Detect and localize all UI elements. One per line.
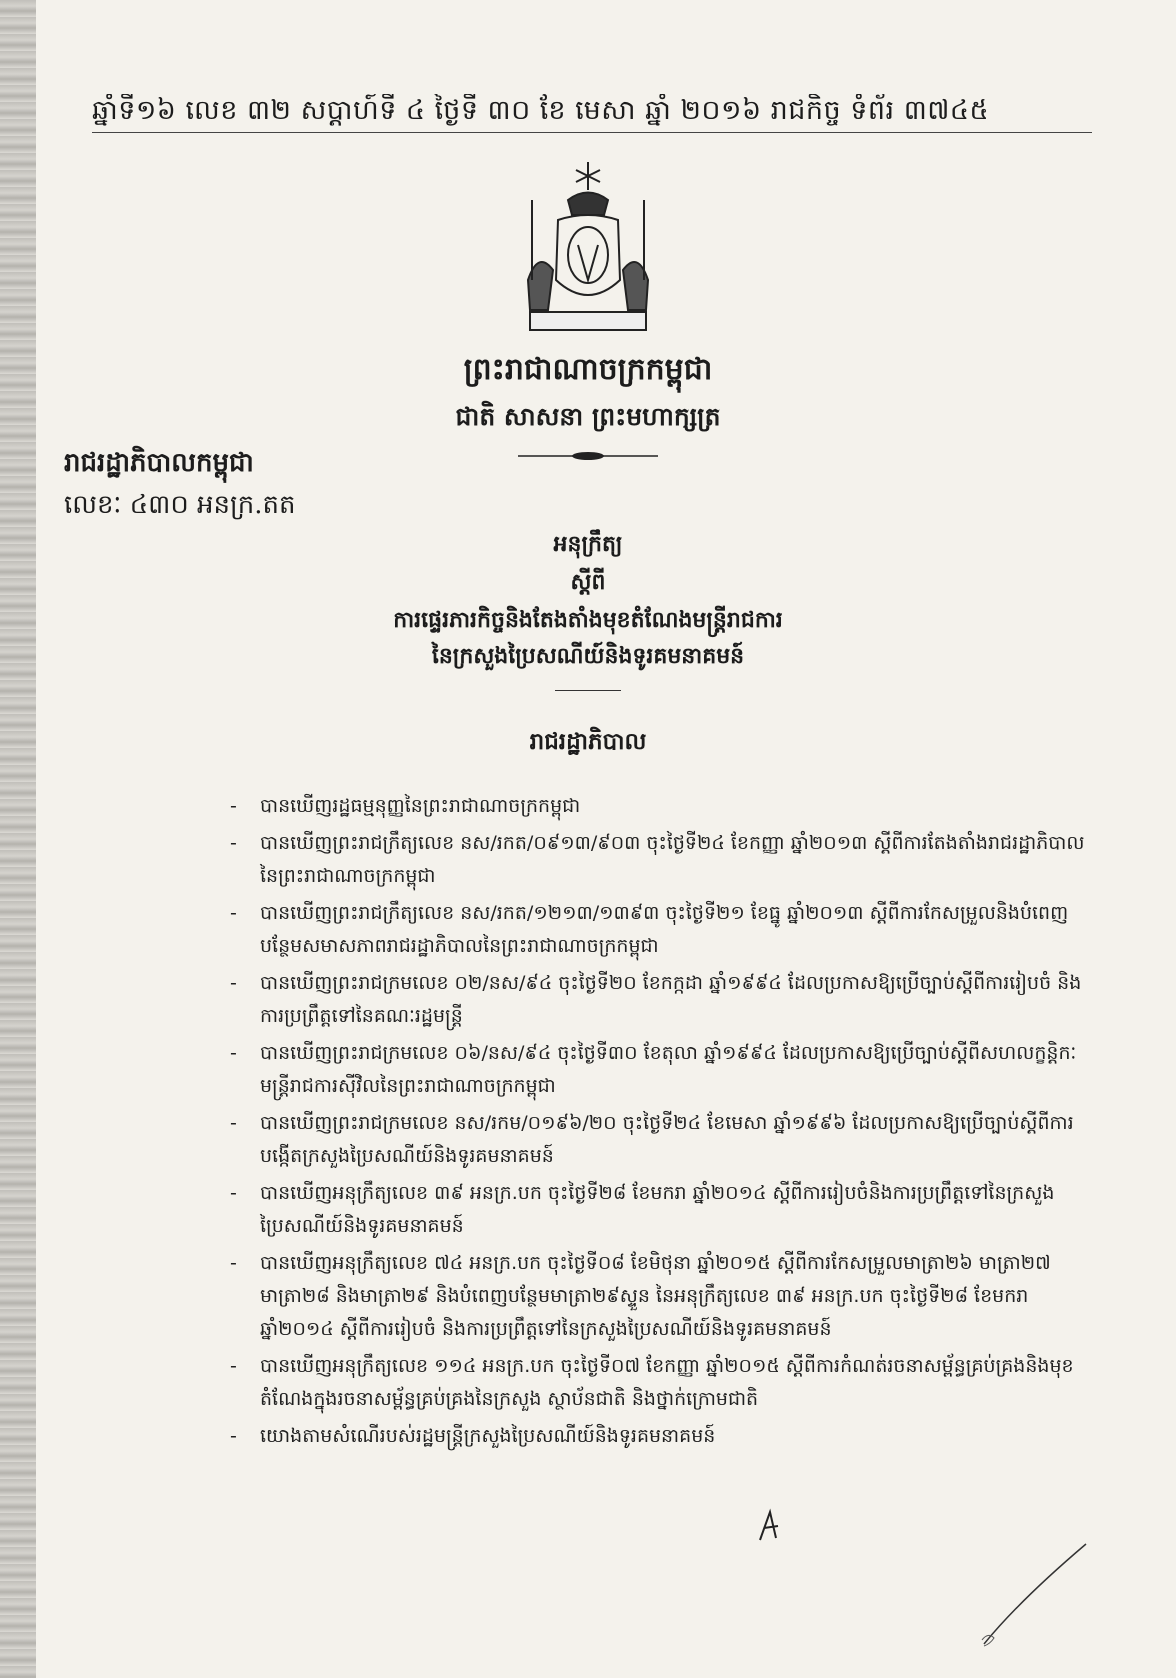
recital-item bbox=[230, 1350, 1100, 1416]
document-type: អនុក្រឹត្យ bbox=[553, 531, 623, 557]
recital-bullet: - bbox=[230, 1252, 237, 1274]
recital-item bbox=[230, 1037, 1100, 1103]
recital-item bbox=[230, 1177, 1100, 1243]
recital-bullet: - bbox=[230, 902, 237, 924]
signature-stroke-icon bbox=[980, 1540, 1090, 1650]
recital-bullet: - bbox=[230, 1112, 237, 1134]
gazette-header: ឆ្នាំទី១៦ លេខ ៣២ សប្តាហ៍ទី ៤ ថ្ងៃទី ៣០ ខែ មេសា ឆ្នាំ ២០១៦ រាជកិច្ច ទំព័រ ៣៧៤៥ bbox=[92, 95, 990, 126]
recital-item bbox=[230, 1107, 1100, 1173]
header-rule bbox=[92, 132, 1092, 133]
recital-bullet: - bbox=[230, 1355, 237, 1377]
recital-bullet: - bbox=[230, 1042, 237, 1064]
recital-text: បានឃើញអនុក្រឹត្យលេខ ៣៩ អនក្រ.បក ចុះថ្ងៃទី២៨ ខែមករា ឆ្នាំ២០១៤ ស្តីពីការរៀបចំនិងការប្រព្រឹត្តទៅនៃក្រសួងប្រៃសណីយ៍និងទូរគមនាគមន៍ bbox=[260, 1182, 1055, 1237]
recital-text: យោងតាមសំណើរបស់រដ្ឋមន្ត្រីក្រសួងប្រៃសណីយ៍និងទូរគមនាគមន៍ bbox=[260, 1425, 716, 1447]
recital-text: បានឃើញព្រះរាជក្រមលេខ ០២/នស/៩៤ ចុះថ្ងៃទី២០ ខែកក្កដា ឆ្នាំ១៩៩៤ ដែលប្រកាសឱ្យប្រើច្បាប់ស្តីពីការរៀបចំ និងការប្រព្រឹត្តទៅនៃគណៈរដ្ឋមន្ត្រី bbox=[260, 972, 1082, 1027]
recital-text: បានឃើញអនុក្រឹត្យលេខ ៧៤ អនក្រ.បក ចុះថ្ងៃទី០៨ ខែមិថុនា ឆ្នាំ២០១៥ ស្តីពីការកែសម្រួលមាត្រា២៦ មាត្រា២៧ មាត្រា២៨ និងមាត្រា២៩ និងបំពេញបន្ថែមមាត្រា២៩ស្ទួន នៃអនុក្រឹត្យលេខ ៣៩ អនក្រ.បក ចុះថ្ងៃទី២៨ ខែមករា ឆ្នាំ២០១៤ ស្តីពីការរៀបចំ និងការប្រព្រឹត្តទៅនៃក្រសួងប្រៃសណីយ៍និងទូរគមនាគមន៍ bbox=[260, 1252, 1051, 1340]
recital-item bbox=[230, 790, 1100, 823]
recital-text: បានឃើញរដ្ឋធម្មនុញ្ញនៃព្រះរាជាណាចក្រកម្ពុជា bbox=[260, 795, 581, 817]
scan-edge-artifact bbox=[0, 0, 36, 1678]
reference-number: លេខៈ ៤៣០ អនក្រ.តត bbox=[64, 490, 296, 520]
recital-bullet: - bbox=[230, 972, 237, 994]
kingdom-name: ព្រះរាជាណាចក្រកម្ពុជា bbox=[463, 352, 713, 387]
recital-bullet: - bbox=[230, 1182, 237, 1204]
recital-text: បានឃើញព្រះរាជក្រឹត្យលេខ នស/រកត/០៩១៣/៩០៣ ចុះថ្ងៃទី២៤ ខែកញ្ញា ឆ្នាំ២០១៣ ស្តីពីការតែងតាំងរាជរដ្ឋាភិបាលនៃព្រះរាជាណាចក្រកម្ពុជា bbox=[260, 832, 1085, 887]
recital-bullet: - bbox=[230, 832, 237, 854]
handwritten-initial-icon bbox=[756, 1508, 786, 1544]
recital-bullet: - bbox=[230, 1425, 237, 1447]
recital-item bbox=[230, 1420, 1100, 1453]
recital-text: បានឃើញព្រះរាជក្រមលេខ នស/រកម/០១៩៦/២០ ចុះថ្ងៃទី២៤ ខែមេសា ឆ្នាំ១៩៩៦ ដែលប្រកាសឱ្យប្រើច្បាប់ស្តីពីការបង្កើតក្រសួងប្រៃសណីយ៍និងទូរគមនាគមន៍ bbox=[260, 1112, 1074, 1167]
document-title-line-1: ការផ្ទេរភារកិច្ចនិងតែងតាំងមុខតំណែងមន្ត្រីរាជការ bbox=[393, 607, 783, 633]
issuing-government: រាជរដ្ឋាភិបាលកម្ពុជា bbox=[64, 448, 254, 478]
recital-item bbox=[230, 897, 1100, 963]
document-about: ស្តីពី bbox=[570, 569, 606, 595]
document-title-line-2: នៃក្រសួងប្រៃសណីយ៍និងទូរគមនាគមន៍ bbox=[431, 643, 745, 669]
recital-text: បានឃើញព្រះរាជក្រឹត្យលេខ នស/រកត/១២១៣/១៣៩៣ ចុះថ្ងៃទី២១ ខែធ្នូ ឆ្នាំ២០១៣ ស្តីពីការកែសម្រួលនិងបំពេញបន្ថែមសមាសភាពរាជរដ្ឋាភិបាលនៃព្រះរាជាណាចក្រកម្ពុជា bbox=[260, 902, 1069, 957]
recital-item bbox=[230, 967, 1100, 1033]
title-rule bbox=[555, 690, 621, 691]
recital-text: បានឃើញអនុក្រឹត្យលេខ ១១៤ អនក្រ.បក ចុះថ្ងៃទី០៧ ខែកញ្ញា ឆ្នាំ២០១៥ ស្តីពីការកំណត់រចនាសម្ព័ន្ធគ្រប់គ្រងនិងមុខតំណែងក្នុងរចនាសម្ព័ន្ធគ្រប់គ្រងនៃក្រសួង ស្ថាប័នជាតិ និងថ្នាក់ក្រោមជាតិ bbox=[260, 1355, 1074, 1410]
royal-emblem-icon bbox=[508, 160, 668, 340]
national-motto: ជាតិ សាសនា ព្រះមហាក្សត្រ bbox=[455, 402, 721, 431]
divider-ornament-icon bbox=[518, 450, 658, 462]
recital-item bbox=[230, 827, 1100, 893]
recital-bullet: - bbox=[230, 795, 237, 817]
recitals-list bbox=[230, 790, 1100, 1457]
recital-item bbox=[230, 1247, 1100, 1346]
recital-text: បានឃើញព្រះរាជក្រមលេខ ០៦/នស/៩៤ ចុះថ្ងៃទី៣០ ខែតុលា ឆ្នាំ១៩៩៤ ដែលប្រកាសឱ្យប្រើច្បាប់ស្តីពីសហលក្ខន្តិកៈមន្ត្រីរាជការស៊ីវិលនៃព្រះរាជាណាចក្រកម្ពុជា bbox=[260, 1042, 1077, 1097]
issuer-heading: រាជរដ្ឋាភិបាល bbox=[529, 728, 647, 755]
